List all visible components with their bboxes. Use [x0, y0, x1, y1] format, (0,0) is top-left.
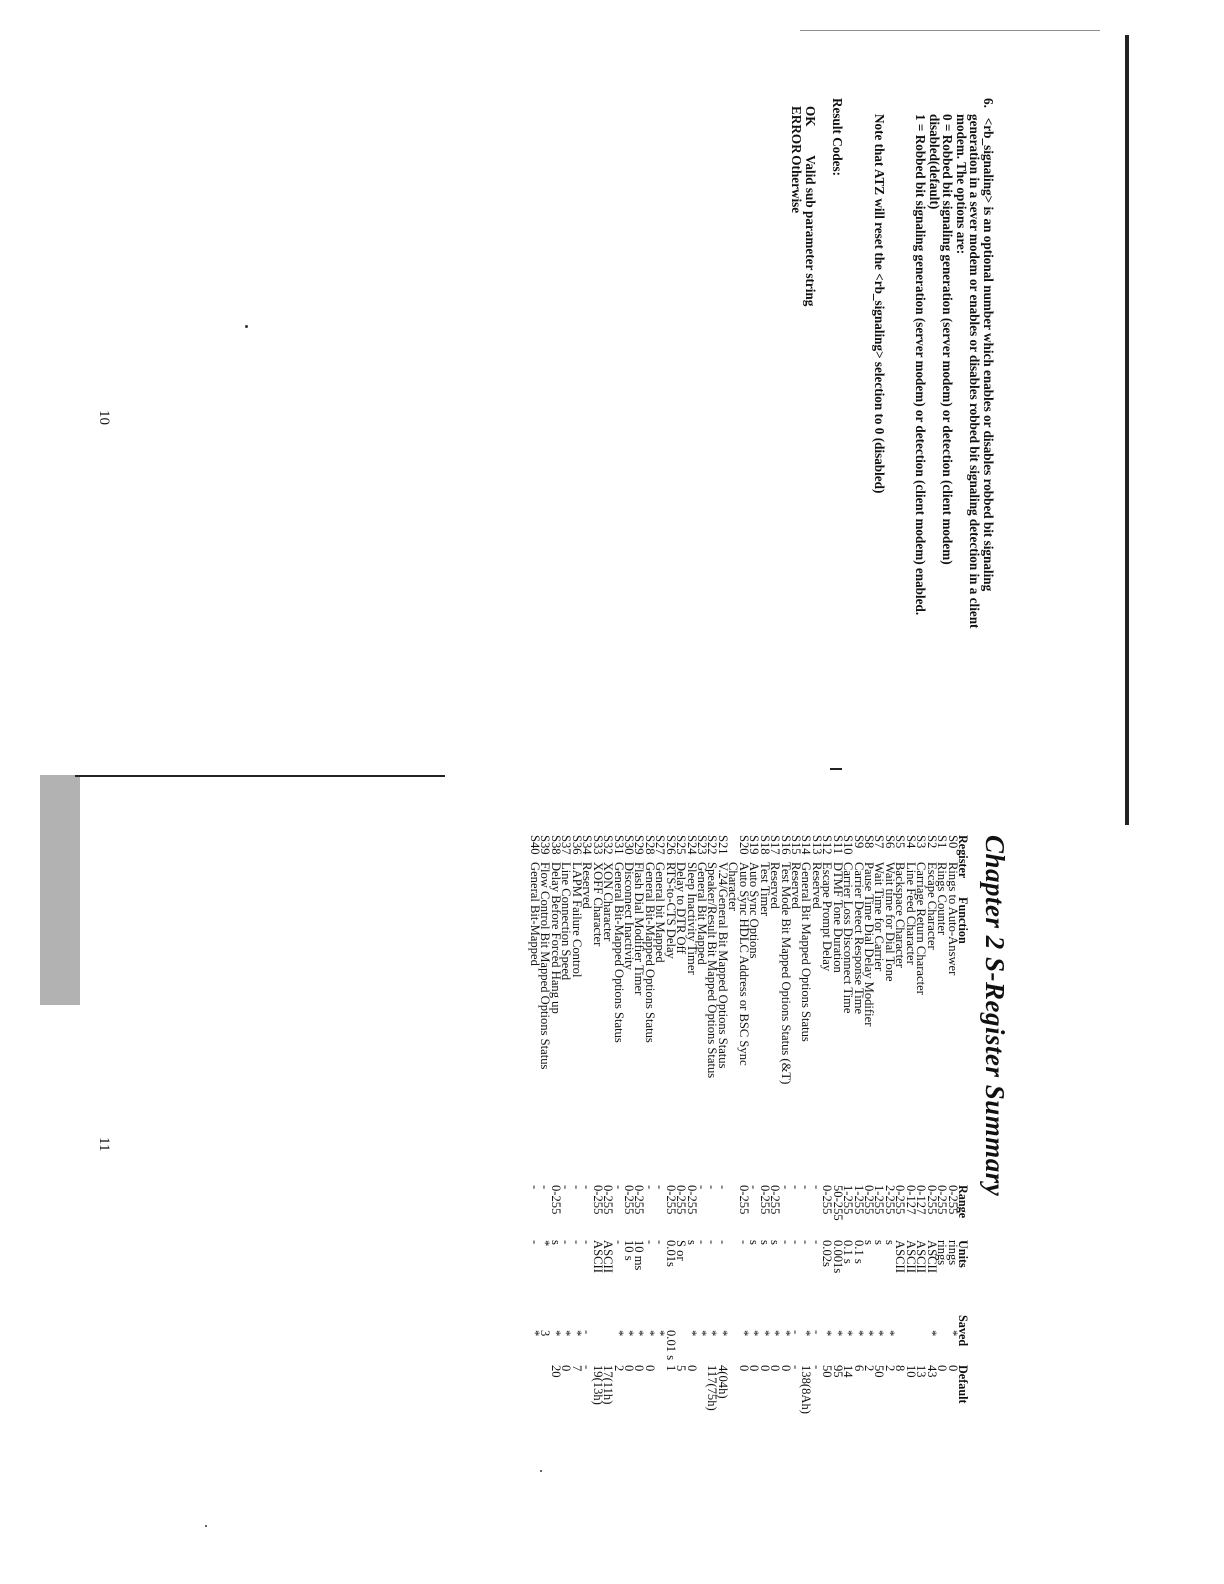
saved-cell: *	[945, 1330, 960, 1337]
saved-cell: *	[715, 1330, 730, 1337]
function-cell: Reserved	[580, 862, 595, 909]
saved-cell: *	[684, 1330, 699, 1337]
register-cell: S19	[747, 835, 762, 855]
saved-cell: *	[862, 1330, 877, 1337]
register-cell: S36	[569, 835, 584, 855]
default-cell: 20	[548, 1365, 563, 1378]
register-cell: S2	[924, 835, 939, 849]
header-register: Register	[956, 835, 970, 879]
default-cell: 10	[903, 1365, 918, 1378]
result-code-row	[804, 98, 818, 798]
register-cell: S37	[559, 835, 574, 855]
description-line: modem. The options are:	[954, 114, 969, 255]
function-cell: Reserved	[809, 862, 824, 909]
units-cell: 0.001s	[830, 1240, 845, 1274]
top-rule	[800, 30, 1100, 31]
function-cell: Speaker/Result Bit Mapped Options Status	[705, 862, 720, 1079]
range-cell: -	[642, 1185, 657, 1190]
units-cell: -	[715, 1240, 730, 1245]
function-cell: Test Timer	[757, 862, 772, 917]
function-cell: Flash Dial Modifier Timer	[632, 862, 647, 996]
saved-cell: 3	[538, 1330, 553, 1337]
function-cell: Sleep Inactivity Timer	[684, 862, 699, 975]
saved-cell: *	[768, 1330, 783, 1337]
range-cell: 0-255	[757, 1185, 772, 1215]
units-cell: -	[559, 1240, 574, 1245]
register-cell: S10	[841, 835, 856, 855]
default-cell: 50	[872, 1365, 887, 1378]
units-cell: s	[872, 1240, 887, 1245]
result-code-meaning: Otherwise	[789, 155, 805, 214]
function-cell: Delay Before Forced Hang up	[548, 862, 563, 1014]
register-cell: S39	[538, 835, 553, 855]
units-cell: ASCII	[601, 1240, 616, 1273]
range-cell: -	[809, 1185, 824, 1190]
register-cell: S32	[601, 835, 616, 855]
function-cell: Carrier Loss Disconnect Time	[841, 862, 856, 1014]
description-line: disabled(default)	[927, 114, 942, 210]
function-cell: RTS-to-CTS Delay	[663, 862, 678, 959]
register-cell: S12	[820, 835, 835, 855]
range-cell: 0-127	[914, 1185, 929, 1215]
range-cell: -	[653, 1185, 668, 1190]
register-cell: S24	[684, 835, 699, 855]
function-cell: Flow Control Bit Mapped Options Status	[538, 862, 553, 1070]
default-cell: 0	[736, 1365, 751, 1372]
default-cell: 7	[569, 1365, 584, 1372]
default-cell: 0	[642, 1365, 657, 1372]
default-cell: 0	[622, 1365, 636, 1372]
range-cell: -	[715, 1185, 730, 1190]
units-cell: s	[882, 1240, 897, 1245]
range-cell: -	[569, 1185, 584, 1190]
default-cell: 1	[663, 1365, 678, 1372]
register-cell: S34	[580, 835, 595, 855]
units-cell: s	[684, 1240, 699, 1245]
function-cell: General Bit-Mapped	[528, 862, 543, 966]
default-cell: 0	[632, 1365, 647, 1372]
units-cell: 0.02s	[820, 1240, 835, 1267]
result-code: ERROR	[789, 106, 805, 154]
saved-cell: 0.01 s	[663, 1330, 678, 1361]
range-cell: 1-255	[841, 1185, 856, 1215]
function-cell: Escape Prompt Delay	[820, 862, 835, 972]
default-cell: 2	[882, 1365, 897, 1372]
saved-cell: *	[705, 1330, 720, 1337]
saved-cell: *	[830, 1330, 845, 1337]
range-cell: 0-255	[622, 1185, 636, 1215]
register-cell: S22	[705, 835, 720, 855]
saved-cell: *	[841, 1330, 856, 1337]
header-saved: Saved	[956, 1315, 970, 1347]
range-cell: -	[778, 1185, 793, 1190]
saved-cell: *	[736, 1330, 751, 1337]
saved-cell: *	[611, 1330, 626, 1337]
range-cell: -	[538, 1185, 553, 1190]
register-cell: S1	[935, 835, 950, 849]
units-cell: -	[528, 1240, 543, 1245]
function-cell: Reserved	[789, 862, 803, 909]
register-cell: S9	[851, 835, 866, 849]
range-cell: -	[747, 1185, 762, 1190]
range-cell: 0-255	[768, 1185, 783, 1215]
range-cell: 50-255	[830, 1185, 845, 1221]
default-cell: -	[789, 1365, 803, 1370]
register-cell: S23	[695, 835, 710, 855]
units-cell: -	[778, 1240, 793, 1245]
units-cell: s	[747, 1240, 762, 1245]
saved-cell: *	[622, 1330, 636, 1337]
units-cell: ASCII	[893, 1240, 908, 1273]
units-cell: 0.1 s	[841, 1240, 856, 1264]
default-cell: 13	[914, 1365, 929, 1378]
function-cell: Rings to Auto-Answer	[945, 862, 960, 976]
default-cell: 0	[559, 1365, 574, 1372]
register-cell: S17	[768, 835, 783, 855]
default-cell: 0	[747, 1365, 762, 1372]
register-cell: S20	[736, 835, 751, 855]
register-cell: S5	[893, 835, 908, 849]
saved-cell: *	[747, 1330, 762, 1337]
register-cell: S18	[757, 835, 772, 855]
default-cell: 0	[757, 1365, 772, 1372]
range-cell: 0-255	[893, 1185, 908, 1215]
header-default: Default	[956, 1365, 970, 1404]
register-cell: S0	[945, 835, 960, 849]
function-cell: Escape Character	[924, 862, 939, 950]
function-cell: Line Feed Character	[903, 862, 918, 965]
register-cell: S25	[674, 835, 689, 855]
function-cell: General Bit Mapped Options Status	[799, 862, 814, 1042]
description-line: 0 = Robbed bit signaling generation (server modem) or detection (client modem)	[940, 114, 956, 565]
saved-cell: -	[789, 1330, 803, 1335]
function-cell: LAPM Failure Control	[569, 862, 584, 978]
units-cell: -	[580, 1240, 595, 1245]
register-cell: S15	[789, 835, 803, 855]
fold-rule	[75, 775, 445, 777]
binding-shadow	[40, 775, 80, 1005]
default-cell: 138(8Ah)	[799, 1365, 814, 1414]
range-cell: 0-255	[684, 1185, 699, 1215]
default-cell: 6	[851, 1365, 866, 1372]
function-cell: General bit Mapped	[653, 862, 668, 963]
header-units: Units	[956, 1240, 970, 1268]
page-number: 10	[96, 410, 112, 425]
register-cell: S11	[830, 835, 845, 855]
function-cell: Reserved	[768, 862, 783, 909]
header-function: Function	[956, 897, 970, 944]
range-cell: 0-255	[935, 1185, 950, 1215]
units-cell: -	[705, 1240, 720, 1245]
function-cell: Auto Sync HDLC Address or BSC Sync	[736, 862, 751, 1066]
function-cell: XON Character	[601, 862, 616, 942]
default-cell: 0	[935, 1365, 950, 1372]
function-cell: Character	[726, 862, 741, 911]
default-cell: 17(11h)	[601, 1365, 616, 1405]
units-cell: 10 ms	[632, 1240, 647, 1271]
saved-cell: *	[569, 1330, 584, 1337]
range-cell: -	[799, 1185, 814, 1190]
saved-cell: *	[559, 1330, 574, 1337]
range-cell: 0-255	[548, 1185, 563, 1215]
description-line: <rb_signaling> is an optional number which enables or disables robbed bit signaling	[981, 117, 996, 592]
register-cell: S7	[872, 835, 887, 849]
register-cell: S26	[663, 835, 678, 855]
function-cell: XOFF Character	[590, 862, 605, 947]
units-cell: rings	[935, 1240, 950, 1266]
register-cell: S3	[914, 835, 929, 849]
range-cell: 0-255	[590, 1185, 605, 1215]
result-code-meaning: Valid sub parameter string	[803, 155, 818, 307]
units-cell: -	[789, 1240, 803, 1245]
range-cell: -	[580, 1185, 595, 1190]
function-cell: General Bit-Mapped Options Status	[642, 862, 657, 1043]
range-cell: 0-255	[862, 1185, 877, 1215]
register-cell: S38	[548, 835, 563, 855]
range-cell: 0-255	[945, 1185, 960, 1215]
saved-cell: *	[799, 1330, 814, 1337]
units-cell: -	[642, 1240, 657, 1245]
range-cell: 2-255	[882, 1185, 897, 1215]
saved-cell: *	[757, 1330, 772, 1337]
register-cell: S31	[611, 835, 626, 855]
register-cell: S13	[809, 835, 824, 855]
units-cell: ASCII	[914, 1240, 929, 1273]
saved-cell: *	[695, 1330, 710, 1337]
function-cell: Line Connection Speed	[559, 862, 574, 981]
units-cell: ASCII	[924, 1240, 939, 1273]
description-line: 1 = Robbed bit signaling generation (server modem) or detection (client modem) enabled.	[913, 114, 929, 616]
function-cell: Pause Time Dial Delay Modifier	[862, 862, 877, 1027]
register-cell: S8	[862, 835, 877, 849]
function-cell: Carriage Return Character	[914, 862, 929, 995]
register-cell: S30	[622, 835, 636, 855]
units-cell: s	[768, 1240, 783, 1245]
units-cell: -	[799, 1240, 814, 1245]
function-cell: Rings Counter	[935, 862, 950, 936]
function-cell: DTMF Tone Duration	[830, 862, 845, 973]
range-cell: 1-255	[851, 1185, 866, 1215]
range-cell: 0-255	[736, 1185, 751, 1215]
scan-speck	[540, 1470, 542, 1472]
units-cell: rings	[945, 1240, 960, 1266]
default-cell: 2	[611, 1365, 626, 1372]
default-cell: 2	[862, 1365, 877, 1372]
header-range: Range	[956, 1185, 970, 1219]
range-cell: -	[789, 1185, 803, 1190]
default-cell: 50	[820, 1365, 835, 1378]
units-cell: 0.01s	[663, 1240, 678, 1267]
range-cell: 0-255	[820, 1185, 835, 1215]
scan-speck	[205, 1525, 207, 1527]
chapter-title: Chapter 2 S-Register Summary	[980, 835, 1010, 1197]
item-number: 6.	[981, 98, 996, 108]
saved-cell: *	[642, 1330, 657, 1337]
function-cell: V.24/General Bit Mapped Options Status	[715, 862, 730, 1069]
range-cell: 0-127	[903, 1185, 918, 1215]
units-cell: -	[569, 1240, 584, 1245]
function-cell: Disconnect Inactivity	[622, 862, 636, 971]
range-cell: -	[528, 1185, 543, 1190]
units-cell: -	[736, 1240, 751, 1245]
units-cell: ASCII	[903, 1240, 918, 1273]
result-code: OK	[803, 106, 818, 127]
units-cell: 10 s	[622, 1240, 636, 1261]
default-cell: -	[580, 1365, 595, 1370]
register-cell: S40	[528, 835, 543, 855]
note-text: Note that ATZ will reset the <rb_signaling> selection to 0 (disabled)	[872, 114, 887, 494]
saved-cell: *	[924, 1330, 939, 1337]
register-cell: S27	[653, 835, 668, 855]
default-cell: 0	[768, 1365, 783, 1372]
function-cell: General Bit Mapped	[695, 862, 710, 965]
function-cell: Wait Time for Carrier	[872, 862, 887, 972]
default-cell: 43	[924, 1365, 939, 1378]
saved-cell: *	[778, 1330, 793, 1337]
default-cell: 8	[893, 1365, 908, 1372]
units-cell: 0.1 s	[851, 1240, 866, 1264]
function-cell: Auto Sync Options	[747, 862, 762, 959]
saved-cell: -	[809, 1330, 824, 1335]
default-cell: 19(13h)	[590, 1365, 605, 1405]
saved-cell: *	[872, 1330, 887, 1337]
range-cell: -	[705, 1185, 720, 1190]
range-cell: -	[559, 1185, 574, 1190]
default-cell: 95	[830, 1365, 845, 1378]
range-cell: 1-255	[872, 1185, 887, 1215]
function-cell: Delay to DTR Off	[674, 862, 689, 954]
left-page-text	[790, 98, 995, 798]
result-code-row	[790, 98, 804, 798]
default-cell: 0	[778, 1365, 793, 1372]
page-edge-right	[1125, 35, 1129, 825]
units-cell: S or	[674, 1240, 689, 1261]
default-cell: 117(75h)	[705, 1365, 720, 1411]
function-cell: Wait time for Dial Tone	[882, 862, 897, 982]
saved-cell: *	[882, 1330, 897, 1337]
register-cell: S28	[642, 835, 657, 855]
saved-cell: *	[528, 1330, 543, 1337]
saved-cell: *	[851, 1330, 866, 1337]
saved-cell: *	[653, 1330, 668, 1337]
default-cell: 0	[945, 1365, 960, 1372]
units-cell: -	[695, 1240, 710, 1245]
saved-cell: -	[580, 1330, 595, 1335]
default-cell: 14	[841, 1365, 856, 1378]
register-cell: S29	[632, 835, 647, 855]
range-cell: 0-255	[674, 1185, 689, 1215]
function-cell: Carrier Detect Response Time	[851, 862, 866, 1015]
register-cell: S16	[778, 835, 793, 855]
scan-speck	[245, 325, 248, 328]
function-cell: General Bit-Mapped Options Status	[611, 862, 626, 1043]
range-cell: 0-255	[601, 1185, 616, 1215]
units-cell: ASCII	[590, 1240, 605, 1273]
default-cell: 4(04h)	[715, 1365, 730, 1399]
function-cell: Backspace Character	[893, 862, 908, 968]
saved-cell: *	[632, 1330, 647, 1337]
range-cell: -	[611, 1185, 626, 1190]
default-cell: 5	[674, 1365, 689, 1372]
saved-cell: *	[820, 1330, 835, 1337]
units-cell: *	[538, 1240, 553, 1247]
units-cell: s	[548, 1240, 563, 1245]
function-cell: Test Mode Bit Mapped Options Status (&T)	[778, 862, 793, 1085]
page-number: 11	[96, 1137, 112, 1152]
units-cell: -	[809, 1240, 824, 1245]
default-cell: -	[809, 1365, 824, 1370]
range-cell: 0-255	[663, 1185, 678, 1215]
default-cell: 0	[684, 1365, 699, 1372]
units-cell: s	[862, 1240, 877, 1245]
range-cell: -	[695, 1185, 710, 1190]
units-cell: -	[611, 1240, 626, 1245]
units-cell: s	[757, 1240, 772, 1245]
register-cell: S21	[715, 835, 730, 855]
register-cell: S33	[590, 835, 605, 855]
result-codes-heading: Result Codes:	[830, 98, 846, 177]
register-cell: S6	[882, 835, 897, 849]
range-cell: 0-255	[924, 1185, 939, 1215]
description-line: generation in a sever modem or enables or disables robbed bit signaling detection in a client	[967, 114, 983, 629]
range-cell: 0-255	[632, 1185, 647, 1215]
units-cell: -	[653, 1240, 668, 1245]
register-cell: S4	[903, 835, 918, 849]
register-cell: S14	[799, 835, 814, 855]
saved-cell: *	[548, 1330, 563, 1337]
